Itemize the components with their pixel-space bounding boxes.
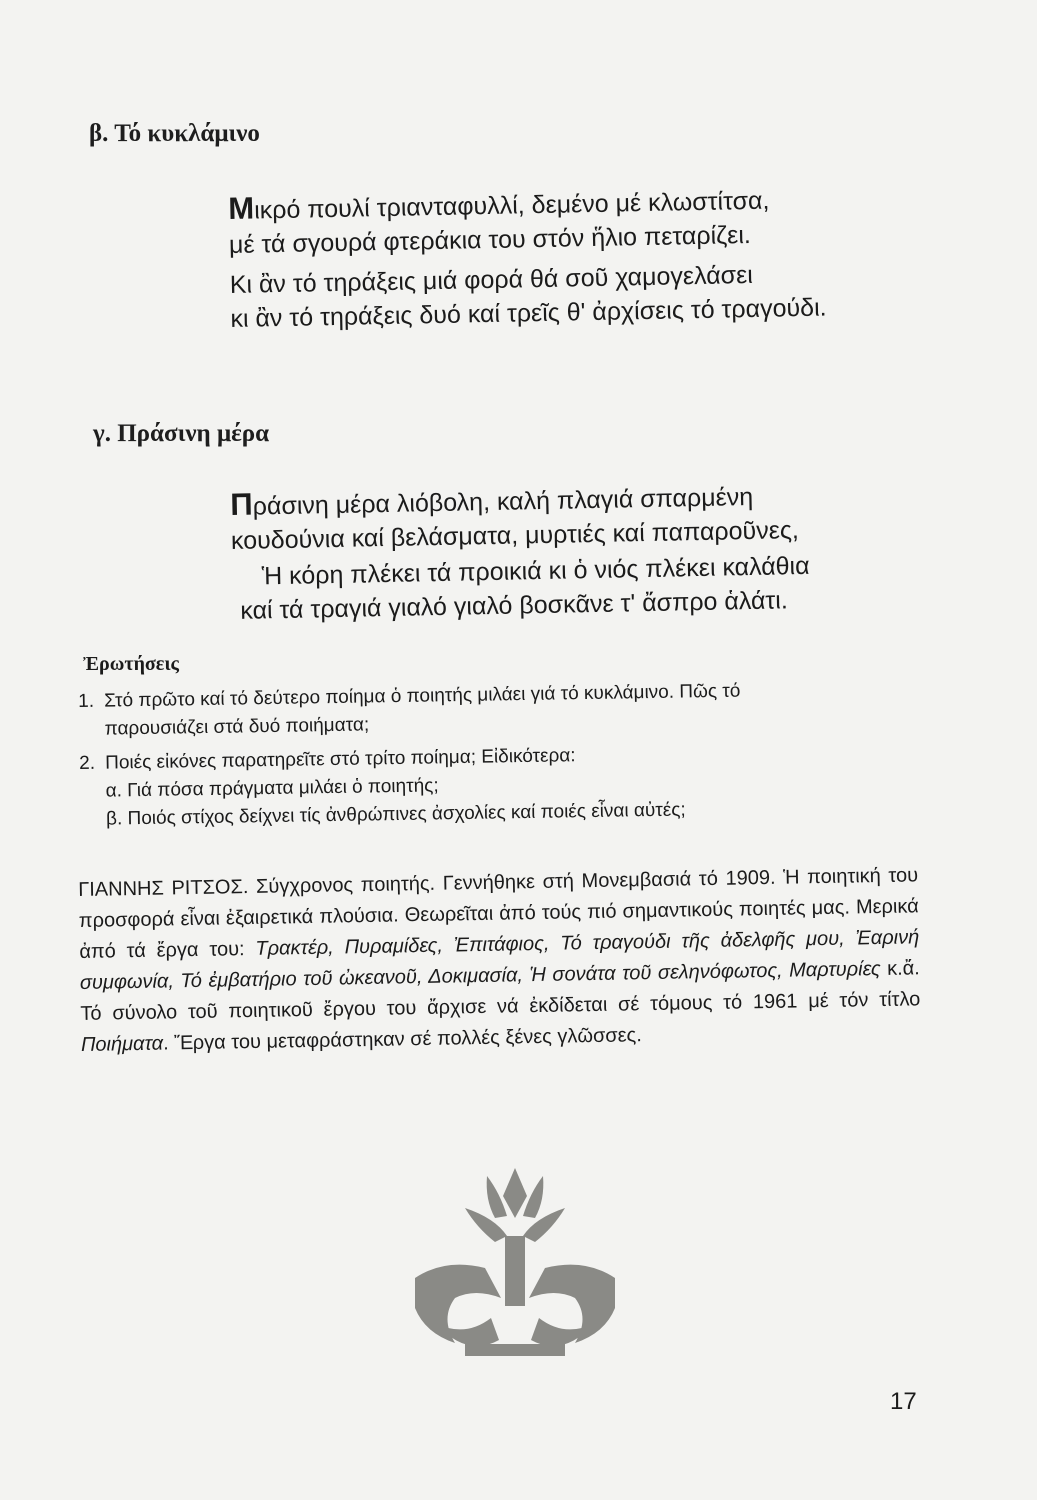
section-gamma-heading: γ. Πράσινη μέρα	[93, 420, 270, 447]
bio-text: κ.ἄ. Τό σύνολο τοῦ ποιητικοῦ ἔργου του ἄρχισε νά ἐκδίδεται σέ τόμους τό 1961 μέ τόν τίτλο	[80, 957, 921, 1025]
question-text: Στό πρῶτο καί τό δεύτερο ποίημα ὁ ποιητής μιλάει γιά τό κυκλάμινο. Πῶς τό	[104, 680, 741, 712]
question-subitem: β. Ποιός στίχος δείχνει τίς ἀνθρώπινες ἀσχολίες καί ποιές εἶναι αὐτές;	[105, 799, 686, 830]
question-1	[78, 675, 919, 744]
question-number: 2.	[79, 752, 96, 774]
bio-text: ΓΙΑΝΝΗΣ ΡΙΤΣΟΣ. Σύγχρονος ποιητής. Γεννήθηκε στή Μονεμβασιά τό 1909. Ἡ ποιητική του προσφορά εἶναι ἐξαιρετικά πλούσια. Θεωρεῖται ἀπό τούς πιό σημαντικούς ποιητές μας. Μερικά ἀπό τά ἔργα του:	[78, 864, 919, 963]
question-number: 1.	[78, 690, 95, 712]
questions-list	[78, 675, 920, 834]
section-beta-heading: β. Τό κυκλάμινο	[89, 120, 260, 147]
bio-text: . Ἔργα του μεταφράστηκαν σέ πολλές ξένες γλῶσσες.	[162, 1024, 642, 1055]
bio-collection-title: Ποιήματα	[80, 1032, 164, 1056]
question-text: Ποιές εἰκόνες παρατηρεῖτε στό τρίτο ποίημα; Εἰδικότερα:	[105, 745, 576, 774]
questions-heading: Ἐρωτήσεις	[83, 653, 179, 675]
poem-cyclamen	[228, 181, 827, 336]
poem-line-text: ράσινη μέρα λιόβολη, καλή πλαγιά σπαρμένη	[252, 482, 754, 521]
page-number: 17	[890, 1388, 917, 1415]
bio-works: Τρακτέρ, Πυραμίδες, Ἐπιτάφιος, Τό τραγούδι τῆς ἀδελφῆς μου, Ἐαρινή συμφωνία, Τό ἐμβατήριο τοῦ ὠκεανοῦ, Δοκιμασία, Ἡ σονάτα τοῦ σεληνόφωτος, Μαρτυρίες	[79, 926, 920, 994]
poem-green-day	[230, 477, 811, 628]
question-text: παρουσιάζει στά δυό ποιήματα;	[104, 714, 370, 740]
folk-ornament-icon	[395, 1148, 635, 1368]
poem-line: Ἡ κόρη πλέκει τά προικιά κι ὁ νιός πλέκει καλάθια	[261, 551, 810, 591]
question-subitem: α. Γιά πόσα πράγματα μιλάει ὁ ποιητής;	[105, 775, 439, 802]
poem-line: Κι ἂν τό τηράξεις μιά φορά θά σοῦ χαμογελάσει	[229, 260, 754, 299]
poem-line-text: ικρό πουλί τριανταφυλλί, δεμένο μέ κλωστίτσα,	[253, 186, 770, 225]
poem-line: κουδούνια καί βελάσματα, μυρτιές καί παπαροῦνες,	[230, 516, 800, 555]
poem-line: καί τά τραγιά γιαλό γιαλό βοσκᾶνε τ' ἄσπρο ἁλάτι.	[240, 586, 789, 625]
poem-line: μέ τά σγουρά φτεράκια του στόν ἥλιο πεταρίζει.	[228, 220, 752, 259]
poem-line: κι ἂν τό τηράξεις δυό καί τρεῖς θ' ἀρχίσεις τό τραγούδι.	[230, 293, 827, 333]
question-2	[79, 737, 920, 834]
author-bio	[78, 860, 921, 1061]
drop-cap: Μ	[227, 190, 255, 226]
drop-cap: Π	[229, 486, 254, 522]
